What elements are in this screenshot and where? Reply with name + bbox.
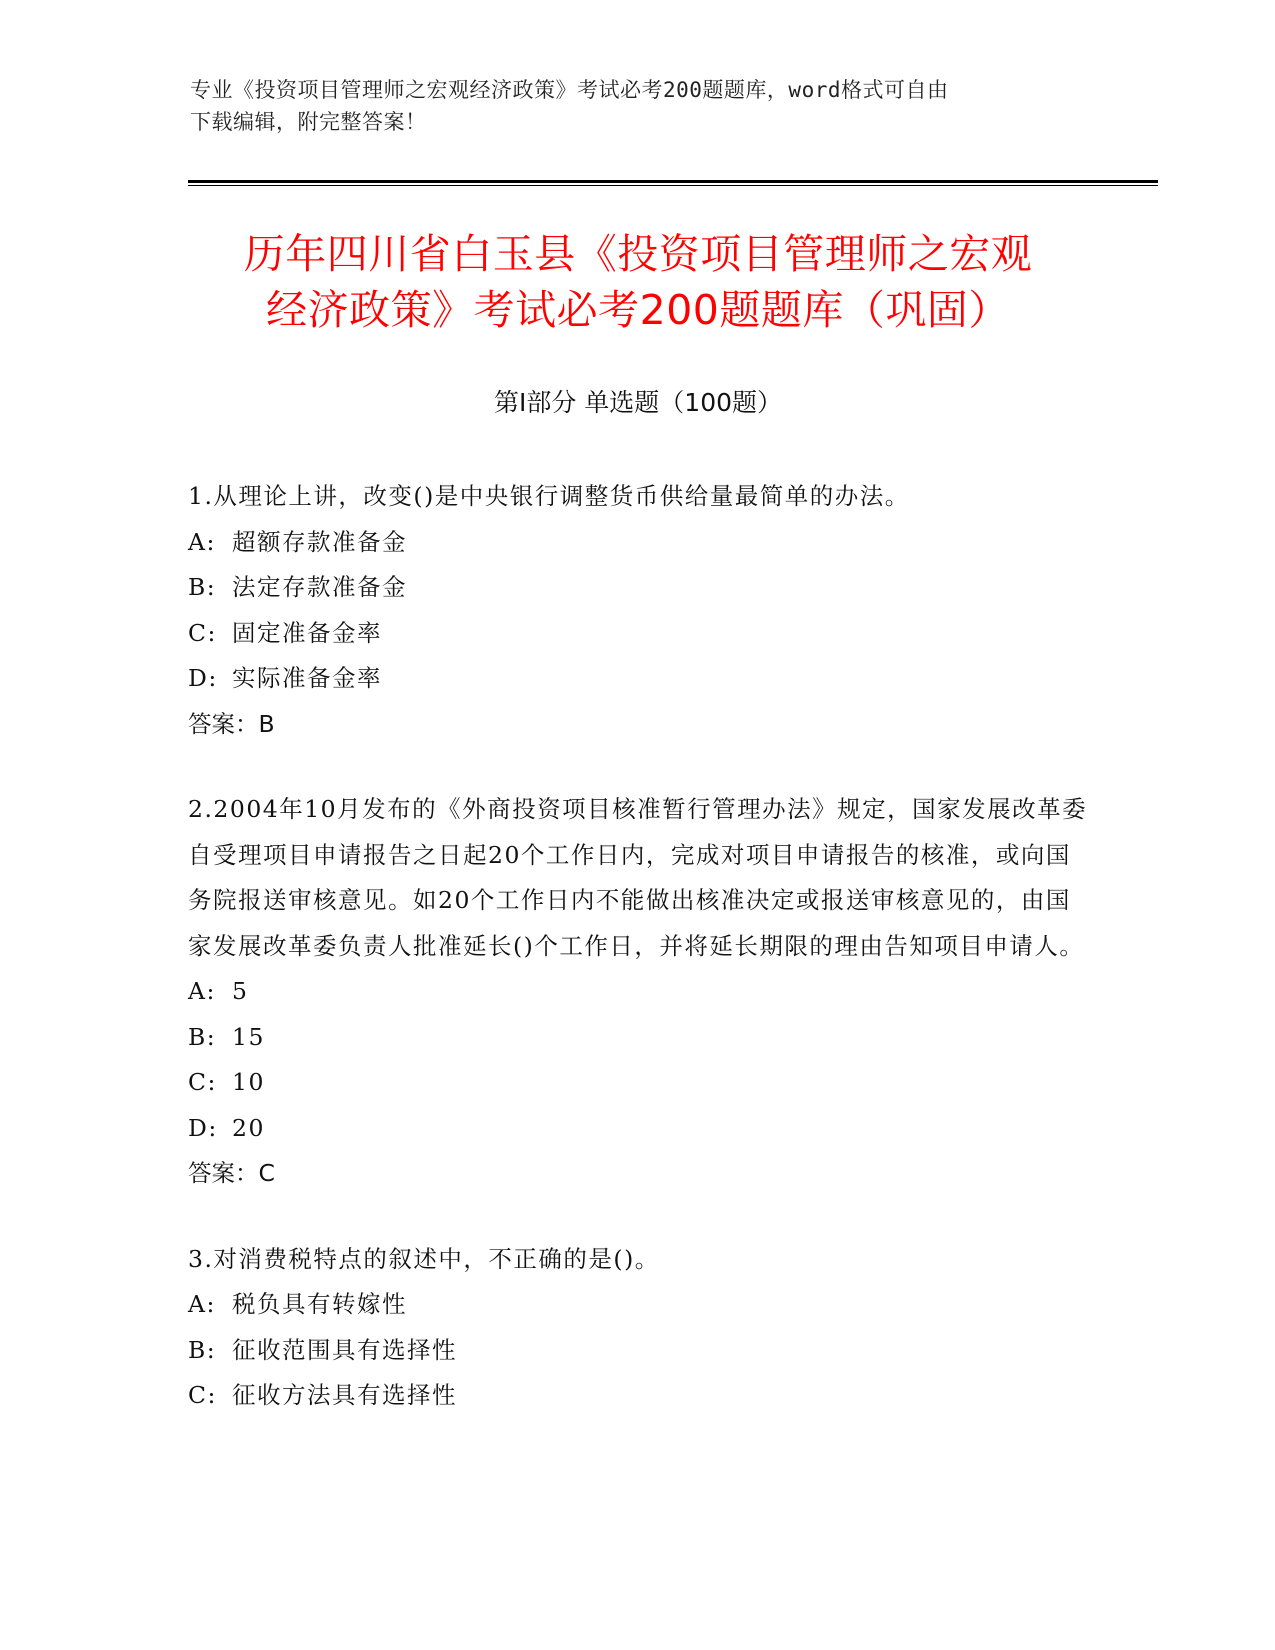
document-title-line-1: 历年四川省白玉县《投资项目管理师之宏观	[243, 230, 1033, 278]
question-3	[188, 1237, 1088, 1419]
option-letter: D:	[188, 1113, 218, 1142]
option-text: 固定准备金率	[232, 618, 382, 647]
option-letter: B:	[188, 1335, 217, 1364]
question-stem: 3.对消费税特点的叙述中，不正确的是()。	[188, 1244, 660, 1273]
option-text: 5	[232, 977, 249, 1005]
answer: 答案：B	[188, 709, 275, 738]
option-b	[188, 565, 1088, 611]
option-d	[188, 656, 1088, 702]
option-text: 税负具有转嫁性	[232, 1290, 407, 1318]
document-title-line-2: 经济政策》考试必考200题题库（巩固）	[266, 286, 1010, 334]
option-b	[188, 1015, 1088, 1061]
option-letter: C:	[188, 1068, 217, 1096]
document-title	[188, 226, 1088, 338]
option-c	[188, 1060, 1088, 1106]
header-note	[190, 74, 1070, 138]
option-a	[188, 969, 1088, 1015]
header-note-line-2: 下载编辑，附完整答案！	[190, 110, 427, 134]
option-text: 超额存款准备金	[232, 527, 407, 556]
question-1	[188, 474, 1088, 747]
option-b	[188, 1328, 1088, 1374]
option-letter: D:	[188, 664, 218, 692]
option-text: 15	[232, 1022, 265, 1051]
option-d	[188, 1106, 1088, 1152]
option-text: 20	[232, 1113, 265, 1142]
option-letter: A:	[188, 527, 216, 556]
option-letter: A:	[188, 977, 216, 1005]
option-text: 法定存款准备金	[232, 573, 407, 601]
option-c	[188, 611, 1088, 657]
option-text: 征收方法具有选择性	[232, 1381, 457, 1409]
option-text: 实际准备金率	[232, 664, 382, 692]
question-stem: 2.2004年10月发布的《外商投资项目核准暂行管理办法》规定，国家发展改革委自受理项目申请报告之日起20个工作日内，完成对项目申请报告的核准，或向国务院报送审核意见。如20个工作日内不能做出核准决定或报送审核意见的，由国家发展改革委负责人批准延长()个工作日，并将延长期限的理由告知项目申请人。	[188, 795, 1088, 960]
option-text: 征收范围具有选择性	[232, 1335, 457, 1364]
option-letter: C:	[188, 618, 217, 647]
option-letter: B:	[188, 573, 217, 601]
option-letter: C:	[188, 1381, 217, 1409]
option-a	[188, 1282, 1088, 1328]
answer: 答案：C	[188, 1159, 275, 1187]
option-text: 10	[232, 1068, 265, 1096]
question-list	[188, 474, 1088, 1459]
header-note-line-1: 专业《投资项目管理师之宏观经济政策》考试必考200题题库，word格式可自由	[190, 78, 949, 102]
option-a	[188, 520, 1088, 566]
header-divider-thick	[188, 180, 1158, 183]
question-stem: 1.从理论上讲，改变()是中央银行调整货币供给量最简单的办法。	[188, 482, 910, 510]
option-c	[188, 1373, 1088, 1419]
option-letter: B:	[188, 1022, 217, 1051]
header-divider-thin	[188, 185, 1158, 186]
question-2	[188, 787, 1088, 1197]
option-letter: A:	[188, 1290, 216, 1318]
section-heading: 第Ⅰ部分 单选题（100题）	[493, 388, 783, 417]
